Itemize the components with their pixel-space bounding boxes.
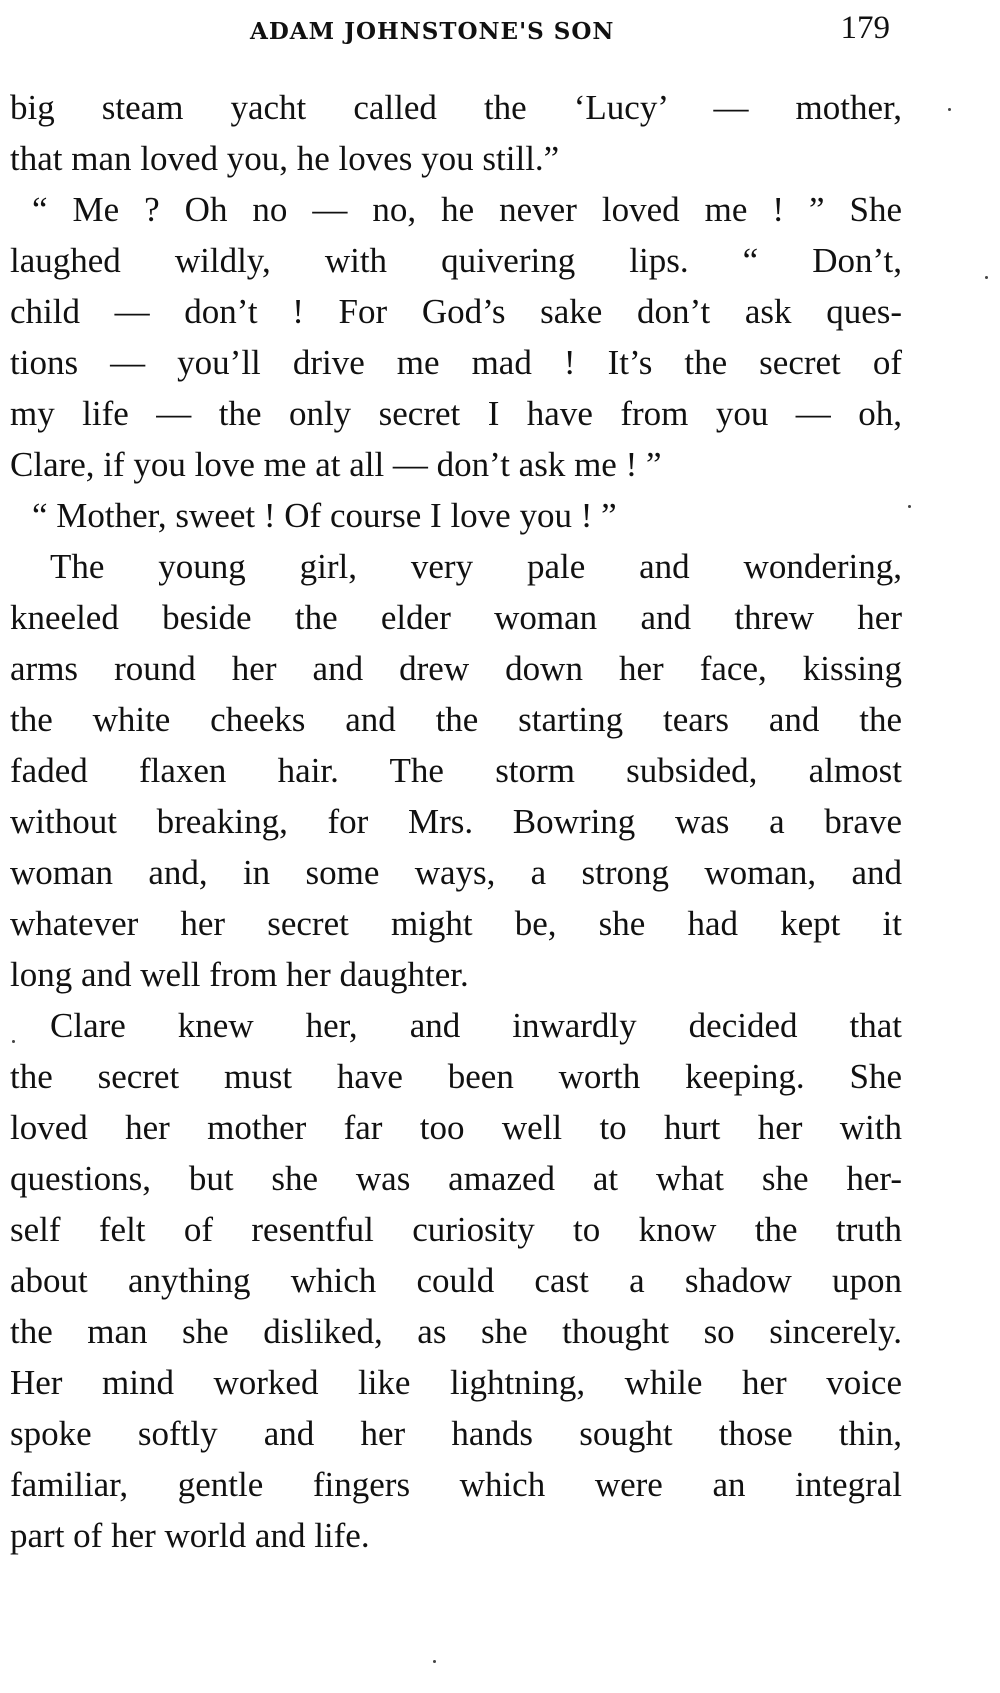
text-line: part of her world and life.	[10, 1516, 370, 1555]
text-line: loved her mother far too well to hurt her with	[10, 1108, 902, 1147]
text-line: self felt of resentful curiosity to know the truth	[10, 1210, 902, 1249]
text-line: big steam yacht called the ‘Lucy’ — mother,	[10, 88, 902, 127]
text-line: Clare, if you love me at all — don’t ask me ! ”	[10, 445, 662, 484]
text-line: that man loved you, he loves you still.”	[10, 139, 560, 178]
scan-speck	[433, 1660, 436, 1663]
scan-speck	[948, 108, 951, 111]
scan-speck	[985, 276, 988, 279]
text-line: arms round her and drew down her face, kissing	[10, 649, 902, 688]
text-line: child — don’t ! For God’s sake don’t ask ques-	[10, 292, 902, 331]
text-line: tions — you’ll drive me mad ! It’s the secret of	[10, 343, 902, 382]
text-line: kneeled beside the elder woman and threw her	[10, 598, 902, 637]
text-line: spoke softly and her hands sought those thin,	[10, 1414, 902, 1453]
scan-speck	[908, 505, 911, 508]
text-line: my life — the only secret I have from you — oh,	[10, 394, 902, 433]
text-line: about anything which could cast a shadow upon	[10, 1261, 902, 1300]
body-text	[10, 82, 902, 1561]
text-line: Clare knew her, and inwardly decided that	[50, 1006, 902, 1045]
text-line: The young girl, very pale and wondering,	[50, 547, 902, 586]
running-title: ADAM JOHNSTONE'S SON	[250, 18, 615, 45]
text-line: faded flaxen hair. The storm subsided, almost	[10, 751, 902, 790]
running-head	[10, 8, 890, 52]
text-line: the white cheeks and the starting tears and the	[10, 700, 902, 739]
text-line: whatever her secret might be, she had kept it	[10, 904, 902, 943]
text-line: “ Mother, sweet ! Of course I love you ! ”	[32, 496, 617, 535]
text-line: laughed wildly, with quivering lips. “ Don’t,	[10, 241, 902, 280]
scan-speck	[12, 1040, 15, 1043]
page-number: 179	[840, 10, 890, 46]
text-line: Her mind worked like lightning, while her voice	[10, 1363, 902, 1402]
text-line: the secret must have been worth keeping. She	[10, 1057, 902, 1096]
text-line: long and well from her daughter.	[10, 955, 469, 994]
text-line: “ Me ? Oh no — no, he never loved me ! ” She	[32, 190, 902, 229]
text-line: familiar, gentle fingers which were an integral	[10, 1465, 902, 1504]
text-line: without breaking, for Mrs. Bowring was a brave	[10, 802, 902, 841]
text-line: questions, but she was amazed at what she her-	[10, 1159, 902, 1198]
text-line: woman and, in some ways, a strong woman, and	[10, 853, 902, 892]
text-line: the man she disliked, as she thought so sincerely.	[10, 1312, 902, 1351]
